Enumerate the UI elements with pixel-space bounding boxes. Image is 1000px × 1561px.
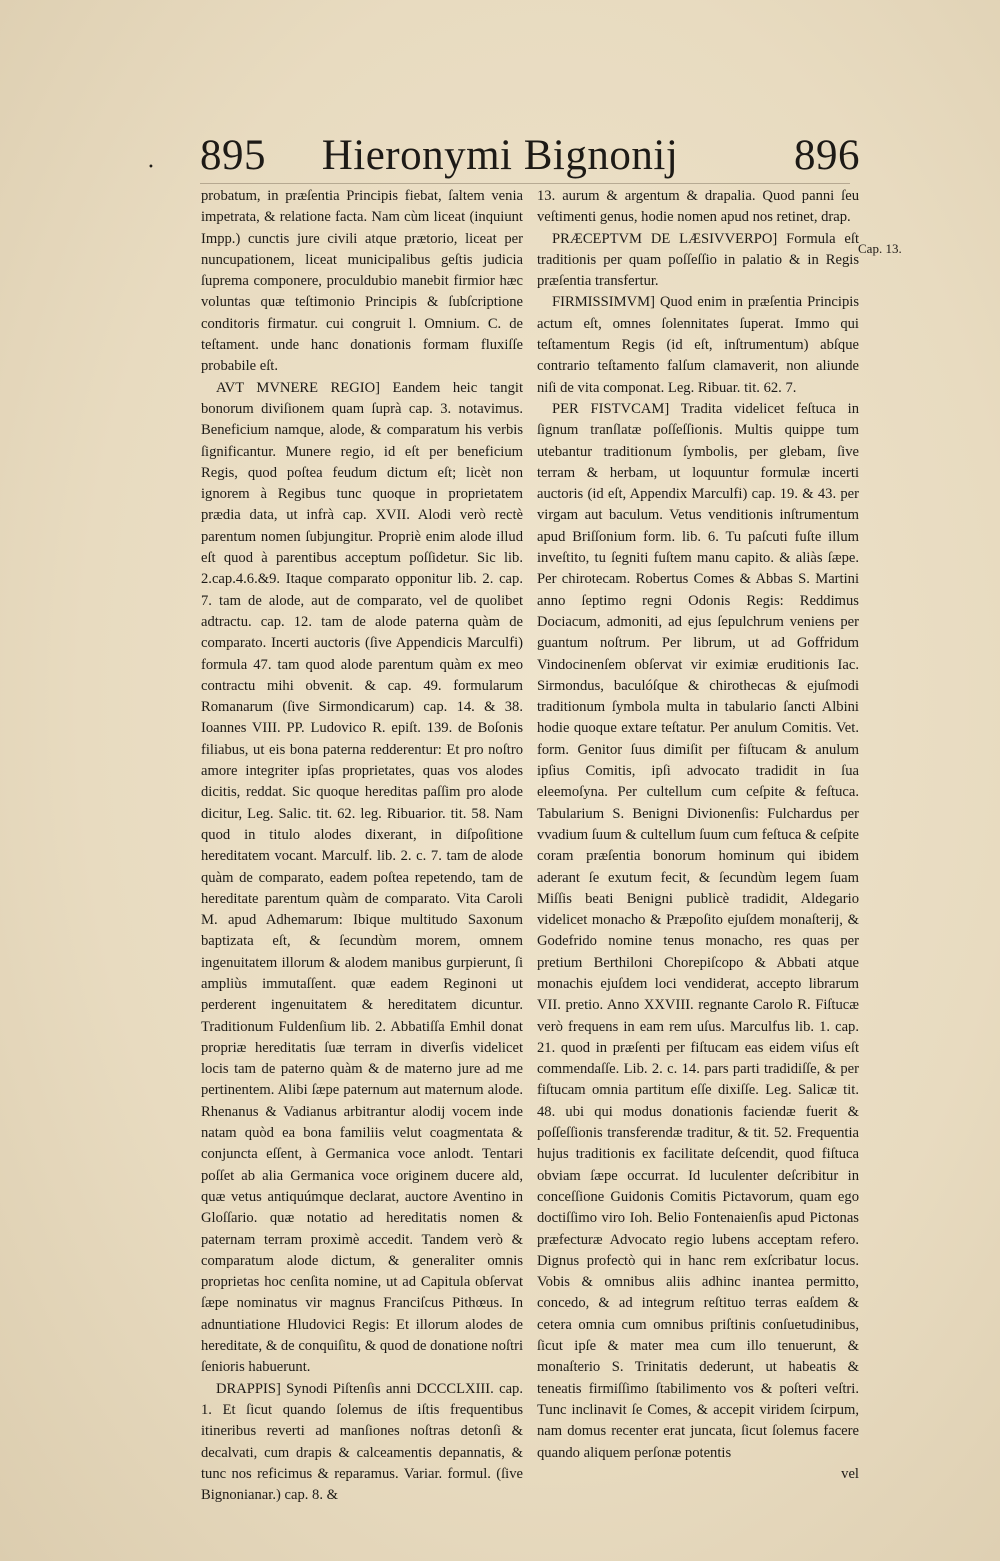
paragraph: FIRMISSIMVM] Quod enim in præſentia Principis actum eſt, omnes ſolennitates ſuperat. Immo qui teſtamentum Regis (id eſt, inſtrumentum) abſque contrario teſtamento falſum clamaverit, non aliunde niſi de vita componat. Leg. Ribuar. tit. 62. 7. xyxy=(537,294,859,396)
text-column-left xyxy=(201,186,523,1506)
paragraph: AVT MVNERE REGIO] Eandem heic tangit bonorum diviſionem quam ſuprà cap. 3. notavimus. Beneficium namque, alode, & comparatum his verbis ſignificantur. Munere regio, id eſt per beneficium Regis, quod poſtea feudum dictum eſt; licèt non ignorem à Regibus tunc quoque in proprietatem prædia data, ut infrà cap. XVII. Alodi verò rectè parentum nomen ſubjungitur. Propriè enim alode illud eſt quod à parentibus acceptum poſſidetur. Sic lib. 2.cap.4.6.&9. Itaque comparato opponitur lib. 2. cap. 7. tam de alode, aut de comparato, vel de quolibet adtractu. cap. 12. tam de alode paterna quàm de comparato. Incerti auctoris (ſive Appendicis Marculfi) formula 47. tam quod alode parentum quàm ex meo contractu mihi obvenit. & cap. 49. formularum Romanarum (ſive Sirmondicarum) cap. 14. & 38. Ioannes VIII. PP. Ludovico R. epiſt. 139. de Boſonis filiabus, ut eis bona paterna redderentur: Et pro noſtro amore integriter ipſas proprietates, quas vos alodes dicitis, reddat. Sic quoque hereditas paſſim pro alode dicitur, Leg. Salic. tit. 62. leg. Ribuarior. tit. 58. Nam quod in titulo alodes dixerant, in diſpoſitione hereditatem vocant. Marculf. lib. 2. c. 7. tam de alode quàm de comparato, eadem poſtea repetendo, tam de hereditate parentum quàm de comparato. Vita Caroli M. apud Adhemarum: Ibique multitudo Saxonum baptizata eſt, & ſecundùm morem, omnem ingenuitatem illorum & alodem manibus gurpierunt, ſi ampliùs immutaſſent. quæ eadem Reginoni ut perderent ingenuitatem & hereditatem dicuntur. Traditionum Fuldenſium lib. 2. Abbatiſſa Emhil donat propriæ hereditatis ſuæ terram in diverſis videlicet locis tam de paterno quàm & de materno jure ad me pertinentem. Alibi ſæpe paternum aut maternum alode. Rhenanus & Vadianus arbitrantur alodij vocem inde natam quòd ea bona familiis velut coagmentata & conjuncta eſſent, à Germanica voce anlodt. Tentari poſſet ab alia Germanica voce originem ducere ald, quæ vetus antiquúmque declarat, auctore Aventino in Gloſſario. quæ notatio ad hereditatis nomen & paternam terram proximè accedit. Tandem verò & comparatum alode dictum, & generaliter omnis proprietas hoc cenſita nomine, ut ad Capitula obſervat ſæpe nominatus vir magnus Franciſcus Pithœus. In adnuntiatione Hludovici Regis: Et illorum alodes de hereditate, & de conquiſitu, & quod de donatione noſtri ſenioris habuerunt. xyxy=(201,379,523,1376)
margin-note: Cap. 13. xyxy=(858,241,902,256)
paragraph: probatum, in præſentia Principis fiebat, ſaltem venia impetrata, & relatione facta. Nam cùm liceat (inquiunt Impp.) cunctis jure civili atque prætorio, liceat per nuncupationem, liceat municipalibus geſtis judicia ſuprema componere, proculdubio manebit firmior hæc voluntas quæ teſtimonio Principis & ſubſcriptione conditoris firmatur. cui congruit l. Omnium. C. de teſtament. unde hanc donationis formam fluxiſſe probabile eſt. xyxy=(201,188,523,375)
page-number-right: 896 xyxy=(794,132,860,179)
margin-dot: • xyxy=(148,162,154,173)
paragraph: 13. aurum & argentum & drapalia. Quod panni ſeu veſtimenti genus, hodie nomen apud nos retinet, drap. xyxy=(537,188,859,226)
catchword: vel xyxy=(841,1465,859,1482)
running-title: Hieronymi Bignonij xyxy=(321,132,679,179)
paragraph: PRÆCEPTVM DE LÆSIVVERPO] Formula eſt traditionis per quam poſſeſſio in palatio & in Regis præſentia transfertur. xyxy=(537,230,859,290)
header-rule xyxy=(200,183,850,184)
paragraph: DRAPPIS] Synodi Piſtenſis anni DCCCLXIII. cap. 1. Et ſicut quando ſolemus de iſtis frequentibus itineribus reverti ad manſiones noſtras detonſi & decalvati, cum drapis & calceamentis depannatis, & tunc nos reficimus & reparamus. Variar. formul. (ſive Bignonianar.) cap. 8. & xyxy=(201,1380,523,1504)
paragraph: PER FISTVCAM] Tradita videlicet feſtuca in ſignum tranſlatæ poſſeſſionis. Multis quippe tum utebantur traditionum ſymbolis, per glebam, ſive terram & herbam, ut loquuntur formulæ incerti auctoris (id eſt, Appendix Marculfi) cap. 19. & 43. per virgam aut baculum. Vetus venditionis inſtrumentum apud Briſſonium form. lib. 6. Tu paſcuti fuſte illum inveſtito, tu ſegniti fuſtem manu capito. & aliàs ſæpe. Per chirotecam. Robertus Comes & Abbas S. Martini anno ſeptimo regni Odonis Regis: Reddimus Dociacum, admoniti, ad ejus ſepulchrum veniens per guantum noſtrum. Per librum, ut ad Goffridum Vindocinenſem obſervat vir eximiæ eruditionis Iac. Sirmondus, baculóſque & chirothecas & ejuſmodi traditionum ſymbola multa in tabulario ſancti Albini hodie quoque extare teſtatur. Per anulum Comitis. Vet. form. Genitor ſuus dimiſit per fiſtucam & anulum ipſius Comitis, ipſi advocato tradidit in ſua eleemoſyna. Per cultellum cum ceſpite & feſtuca. Tabularium S. Benigni Divionenſis: Fulchardus per vvadium ſuum & cultellum ſuum cum feſtuca & ceſpite coram præſentia bonorum hominum qui ibidem aderant ſe exutum fecit, & ſecundùm legem ſuam Miſſis beati Benigni publicè tradidit, Aldegario videlicet monacho & Præpoſito ejuſdem monaſterij, & Godefrido nomine tenus monacho, res quas per pretium Berthiloni Chorepiſcopo & Abbati atque monachis ejuſdem loci vendiderat, accepto librarum VII. pretio. Anno XXVIII. regnante Carolo R. Fiſtucæ verò frequens in eam rem uſus. Marculfus lib. 1. cap. 21. quod in præſenti per fiſtucam eas eidem viſus eſt commendaſſe. Lib. 2. c. 14. pars parti tradidiſſe, & per fiſtucam omnia partitum eſſe dixiſſe. Leg. Salicæ tit. 48. ubi qui modus donationis faciendæ fuerit & poſſeſſionis transferendæ traditur, & tit. 52. Frequentia hujus traditionis ex facilitate deſcendit, quod fiſtuca obviam ſæpe occurrat. Id luculenter deſcribitur in conceſſione Guidonis Comitis Pictavorum, quam ego doctiſſimo viro Ioh. Belio Fontenaienſis apud Pictonas præfecturæ Advocato regio lubens acceptam refero. Dignus profectò qui in hanc rem exſcribatur locus. Vobis & omnibus aliis adhinc inantea permitto, concedo, & ad integrum reſtituo terras eaſdem & cetera omnia cum omnibus priſtinis conſuetudinibus, ſicut ipſe & mater mea cum illo tenuerunt, & monaſterio S. Trinitatis dederunt, ut habeatis & teneatis firmiſſimo ſtabilimento vos & poſteri veſtri. Tunc inclinavit ſe Comes, & accepit viridem ſcirpum, nam domus recenter erat juncata, ſicut ſolemus facere quando aliquem perſonæ potentis xyxy=(537,400,859,1461)
text-column-right xyxy=(537,186,859,1485)
page-number-left: 895 xyxy=(200,132,266,179)
